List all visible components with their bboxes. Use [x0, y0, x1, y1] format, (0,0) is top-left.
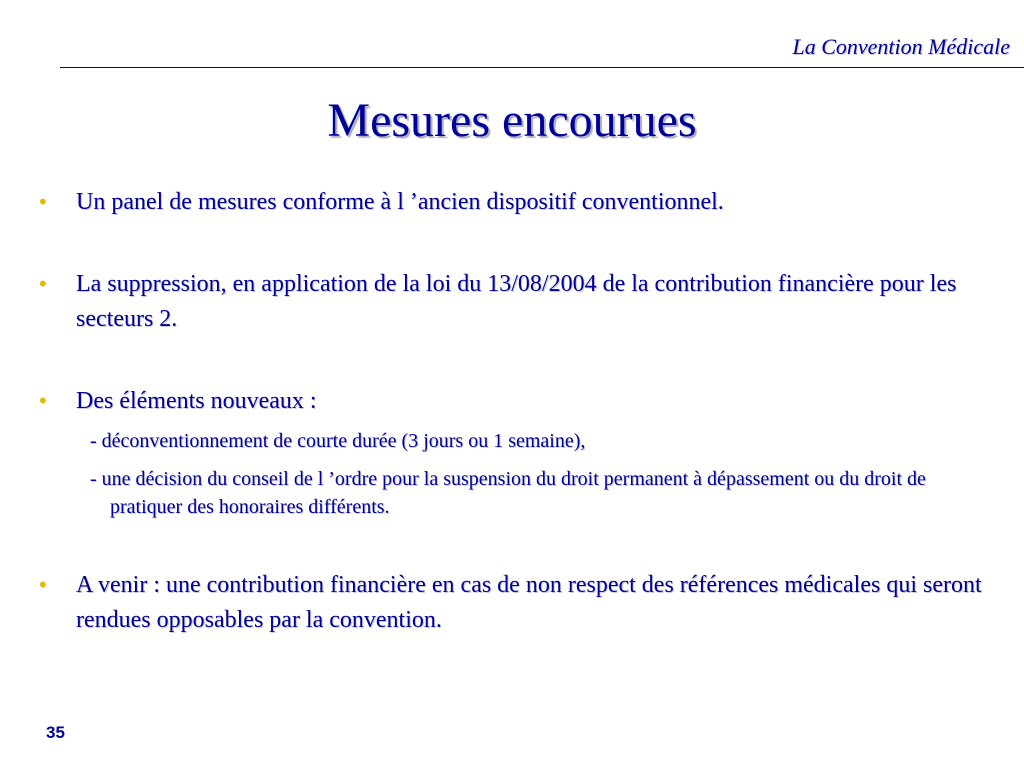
- sub-item: [34, 465, 994, 521]
- bullet-marker: •: [37, 190, 49, 214]
- bullet-item: [34, 185, 994, 220]
- bullet-marker: •: [37, 272, 49, 296]
- bullet-item: [34, 267, 994, 337]
- bullet-item: [34, 384, 994, 419]
- header-title: La Convention Médicale: [792, 34, 1010, 59]
- slide-title: Mesures encourues: [327, 94, 697, 147]
- slide-content: [34, 185, 994, 638]
- bullet-item: [34, 568, 994, 638]
- sub-item-text: - une décision du conseil de l ’ordre pour la suspension du droit permanent à dépassement ou du droit de pratiquer des honoraires différents.: [90, 468, 926, 518]
- header-rule: [60, 67, 1024, 68]
- bullet-text: Des éléments nouveaux :: [76, 388, 317, 414]
- sub-item-text: - déconventionnement de courte durée (3 jours ou 1 semaine),: [90, 430, 586, 452]
- sub-item: [34, 427, 994, 455]
- bullet-marker: •: [37, 573, 49, 597]
- bullet-marker: •: [37, 389, 49, 413]
- bullet-text: A venir : une contribution financière en cas de non respect des références médicales qui seront rendues opposables par la convention.: [76, 572, 982, 633]
- bullet-text: Un panel de mesures conforme à l ’ancien dispositif conventionnel.: [76, 189, 724, 215]
- bullet-text: La suppression, en application de la loi du 13/08/2004 de la contribution financière pour les secteurs 2.: [76, 271, 957, 332]
- page-number: 35: [46, 723, 65, 742]
